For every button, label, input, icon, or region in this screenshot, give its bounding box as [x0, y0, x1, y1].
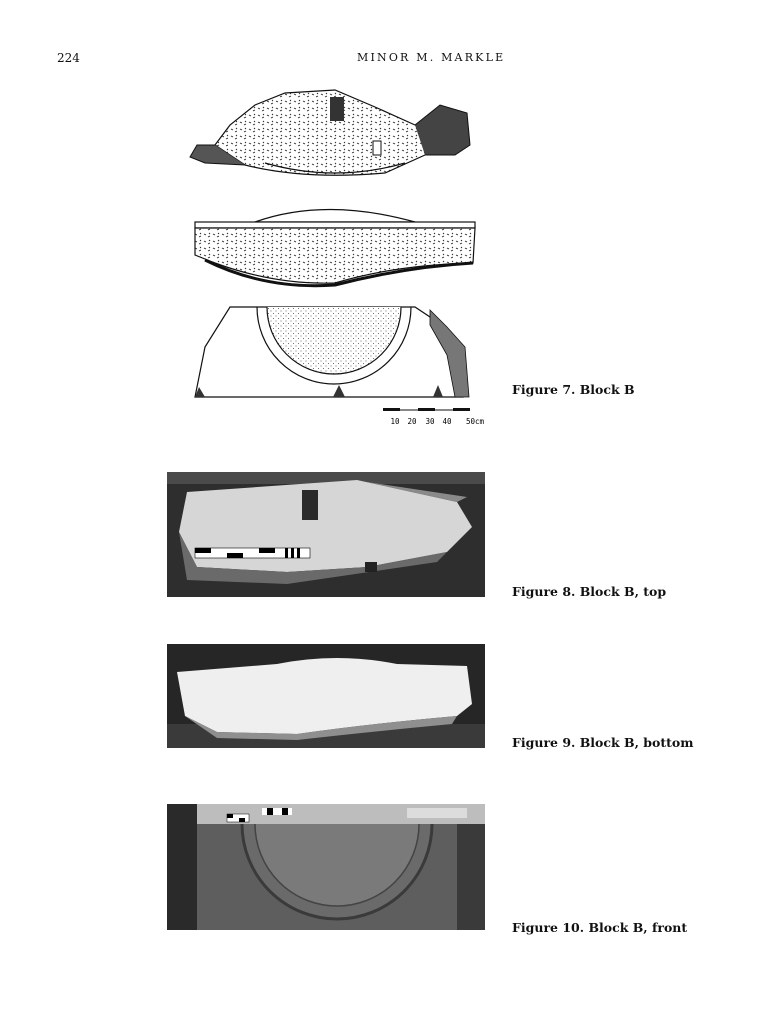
- block-b-drawing: [185, 85, 495, 430]
- figure-9-caption: Figure 9. Block B, bottom: [512, 735, 694, 750]
- scale-label-10: 10: [390, 417, 400, 426]
- figure-10-caption: Figure 10. Block B, front: [512, 920, 688, 935]
- figure-8-caption: Figure 8. Block B, top: [512, 584, 667, 599]
- figure-7-caption: Figure 7. Block B: [512, 382, 635, 397]
- running-head: MINOR M. MARKLE: [357, 51, 506, 64]
- drawing-front-view: [195, 307, 469, 397]
- scale-label-40: 40: [442, 417, 452, 426]
- scale-label-50cm: 50cm: [465, 417, 485, 426]
- drawing-side-view: [195, 210, 475, 286]
- scale-bar: [383, 408, 485, 426]
- photo-scale-bar: [195, 548, 310, 558]
- scale-label-30: 30: [425, 417, 435, 426]
- scale-label-20: 20: [407, 417, 417, 426]
- figure-8-photo: [167, 472, 485, 597]
- figure-9-photo: [167, 644, 485, 748]
- figure-10-photo: [167, 804, 485, 930]
- page-number: 224: [57, 51, 80, 65]
- figure-7-drawing: [185, 85, 495, 430]
- drawing-top-view: [190, 90, 470, 175]
